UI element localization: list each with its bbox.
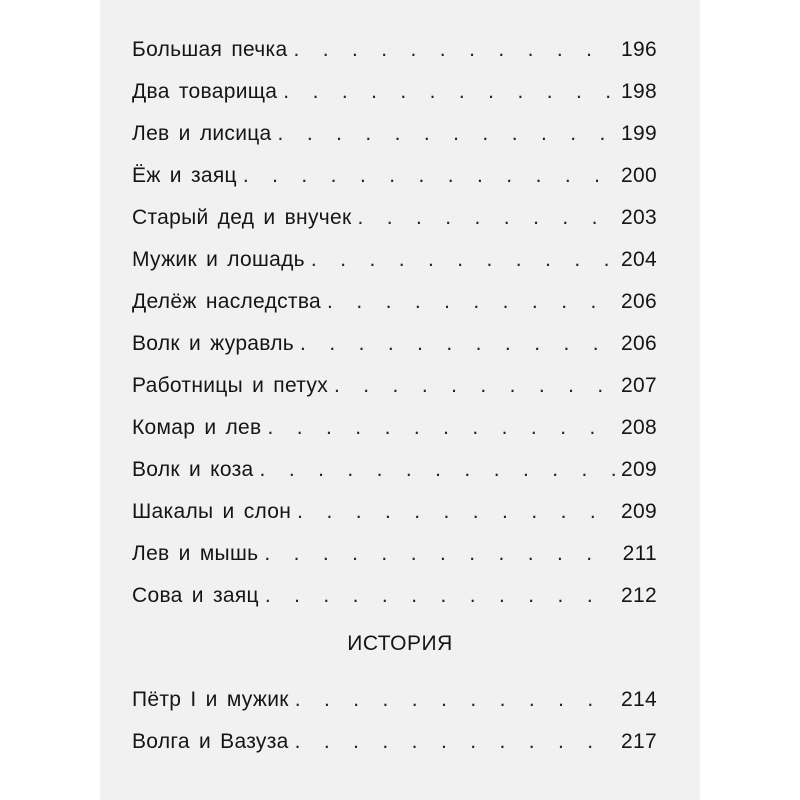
dot-leader — [265, 584, 615, 608]
dot-leader — [311, 248, 615, 272]
toc-entry — [132, 730, 657, 760]
section-heading-history: ИСТОРИЯ — [347, 632, 453, 655]
toc-entry-page: 196 — [621, 38, 657, 61]
dot-leader — [243, 164, 615, 188]
dot-leader — [264, 542, 616, 566]
toc-entry-page: 206 — [621, 290, 657, 313]
dot-leader — [293, 38, 615, 62]
toc-entry-page: 209 — [621, 458, 657, 481]
toc-entry — [132, 584, 657, 614]
toc-entry-title: Волк и коза — [132, 458, 254, 481]
dot-leader — [297, 500, 615, 524]
toc-entry — [132, 164, 657, 194]
toc-entry-title: Шакалы и слон — [132, 500, 292, 523]
toc-entry-title: Волга и Вазуза — [132, 730, 289, 753]
toc-entry-title: Старый дед и внучек — [132, 206, 352, 229]
dot-leader — [357, 206, 615, 230]
dot-leader — [260, 458, 616, 482]
toc-entry-title: Сова и заяц — [132, 584, 259, 607]
dot-leader — [295, 730, 615, 754]
toc-entry-title: Делёж наследства — [132, 290, 322, 313]
dot-leader — [300, 332, 615, 356]
toc-entry — [132, 122, 657, 152]
toc-entry — [132, 248, 657, 278]
toc-entry-title: Волк и журавль — [132, 332, 295, 355]
toc-entry — [132, 38, 657, 68]
book-page — [100, 0, 700, 800]
toc-entry-title: Комар и лев — [132, 416, 262, 439]
toc-entry — [132, 80, 657, 110]
toc-entry-page: 212 — [621, 584, 657, 607]
toc-entry-page: 211 — [622, 542, 657, 565]
dot-leader — [327, 290, 615, 314]
toc-entry-title: Большая печка — [132, 38, 288, 61]
toc-entry-page: 214 — [621, 688, 657, 711]
toc-entry — [132, 458, 657, 488]
toc-entry-title: Работницы и петух — [132, 374, 329, 397]
toc-entry-page: 198 — [621, 80, 657, 103]
toc-entry-page: 208 — [621, 416, 657, 439]
toc-entry — [132, 542, 657, 572]
dot-leader — [334, 374, 615, 398]
toc-entry-title: Два товарища — [132, 80, 278, 103]
toc-entry — [132, 688, 657, 718]
toc-entry-page: 203 — [621, 206, 657, 229]
toc-entry-page: 204 — [621, 248, 657, 271]
toc-entry-title: Мужик и лошадь — [132, 248, 305, 271]
toc-entry-page: 200 — [621, 164, 657, 187]
toc-entry-title: Лев и мышь — [132, 542, 259, 565]
dot-leader — [268, 416, 616, 440]
toc-entry — [132, 500, 657, 530]
toc-entry-page: 209 — [621, 500, 657, 523]
toc-entry-page: 206 — [621, 332, 657, 355]
toc-entry — [132, 290, 657, 320]
dot-leader — [283, 80, 615, 104]
toc-entry — [132, 374, 657, 404]
toc-entry-page: 199 — [621, 122, 657, 145]
toc-entry-page: 207 — [621, 374, 657, 397]
toc-entry — [132, 416, 657, 446]
toc-entry-title: Лев и лисица — [132, 122, 272, 145]
toc-entry — [132, 332, 657, 362]
dot-leader — [278, 122, 616, 146]
dot-leader — [295, 688, 615, 712]
toc-entry — [132, 206, 657, 236]
toc-entry-page: 217 — [621, 730, 657, 753]
toc-entry-title: Пётр I и мужик — [132, 688, 289, 711]
toc-entry-title: Ёж и заяц — [132, 164, 237, 187]
